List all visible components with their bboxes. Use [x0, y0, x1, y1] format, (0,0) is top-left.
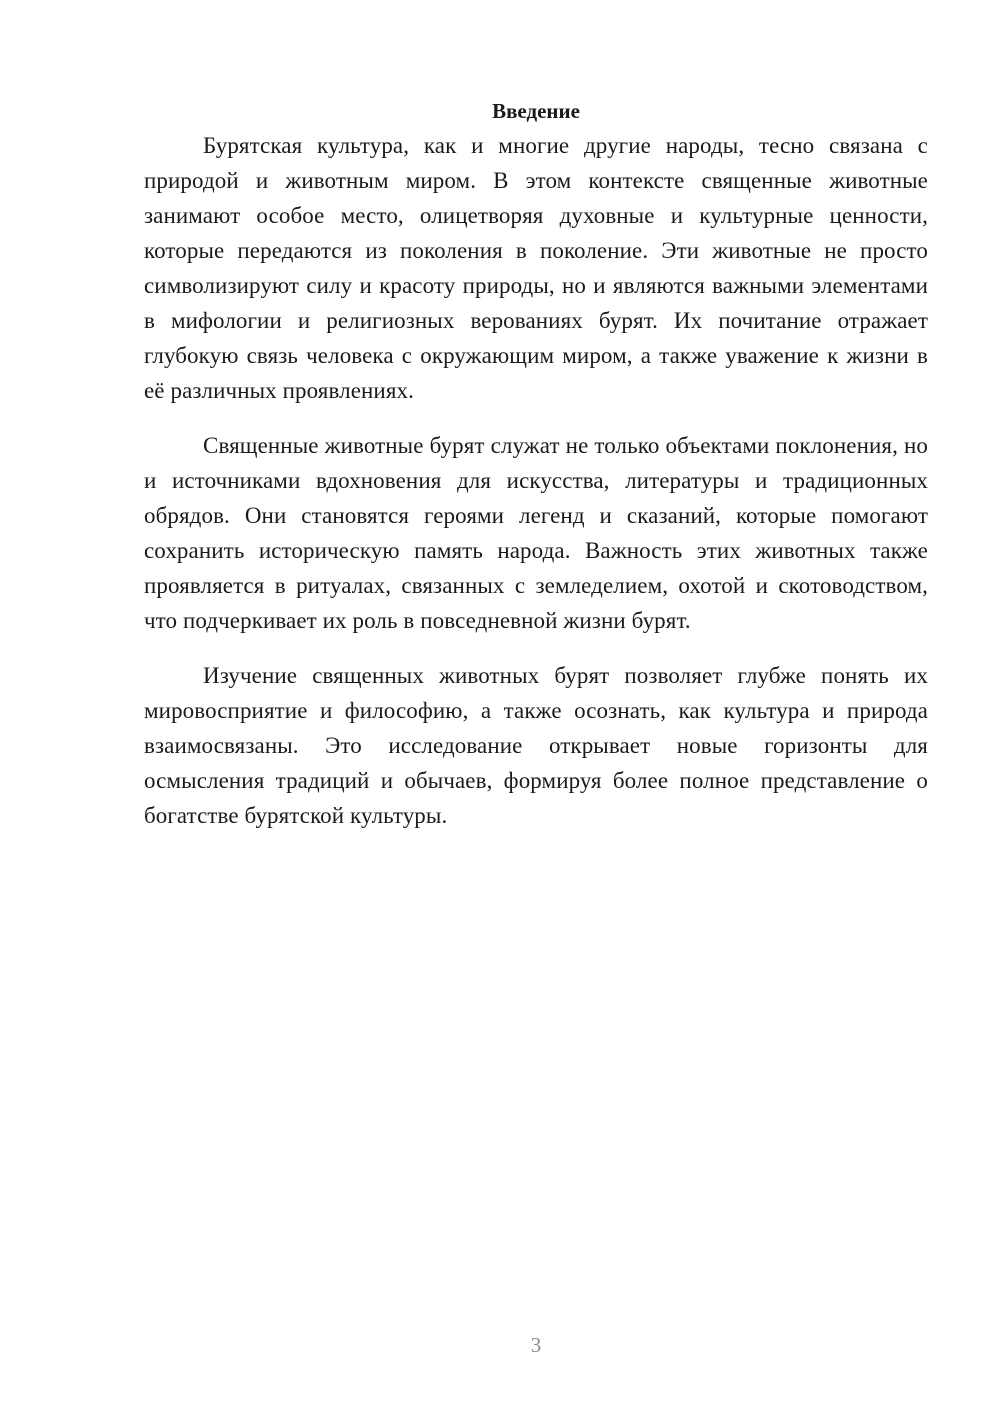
paragraph-3: Изучение священных животных бурят позволяет глубже понять их мировосприятие и философию, а также осознать, как культура и природа взаимосвязаны. Это исследование открывает новые горизонты для осмысления традиций и обычаев, формируя более полное представление о богатстве бурятской культуры. — [144, 663, 928, 828]
page-content — [144, 96, 928, 833]
section-heading: Введение — [492, 99, 580, 123]
paragraph-1: Бурятская культура, как и многие другие народы, тесно связана с природой и животным миром. В этом контексте священные животные занимают особое место, олицетворяя духовные и культурные ценности, которые передаются из поколения в поколение. Эти животные не просто символизируют силу и красоту природы, но и являются важными элементами в мифологии и религиозных верованиях бурят. Их почитание отражает глубокую связь человека с окружающим миром, а также уважение к жизни в её различных проявлениях. — [144, 133, 928, 403]
paragraph-2: Священные животные бурят служат не только объектами поклонения, но и источниками вдохновения для искусства, литературы и традиционных обрядов. Они становятся героями легенд и сказаний, которые помогают сохранить историческую память народа. Важность этих животных также проявляется в ритуалах, связанных с земледелием, охотой и скотоводством, что подчеркивает их роль в повседневной жизни бурят. — [144, 433, 928, 633]
page-number: 3 — [530, 1333, 542, 1357]
